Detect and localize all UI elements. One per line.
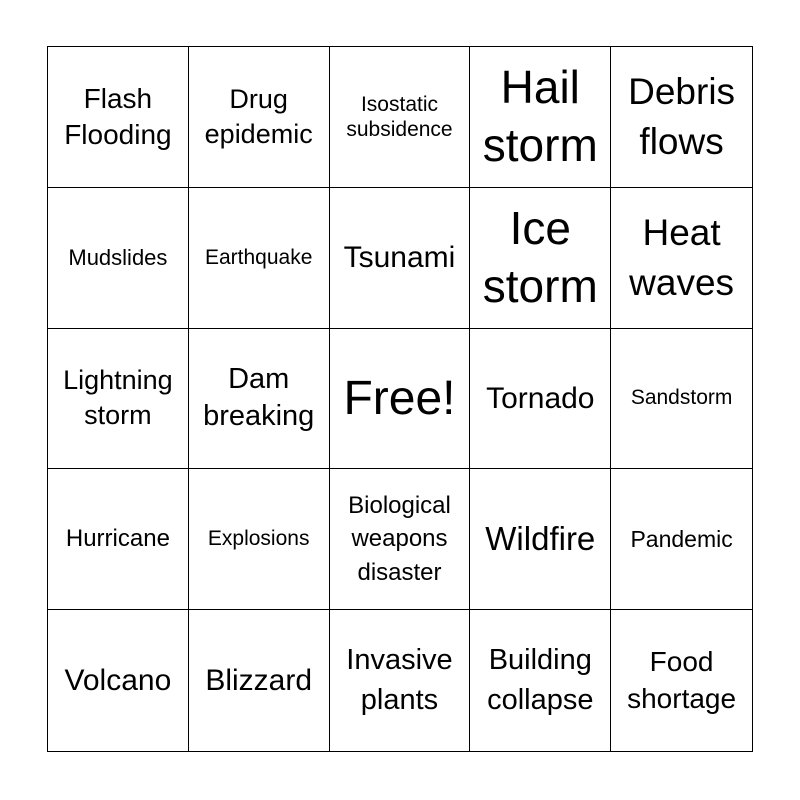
- bingo-cell[interactable]: [611, 469, 752, 610]
- cell-text: Tsunami: [343, 240, 456, 274]
- cell-text: Lightning storm: [63, 365, 173, 431]
- bingo-cell[interactable]: [48, 47, 189, 188]
- bingo-cell[interactable]: [48, 469, 189, 610]
- bingo-cell[interactable]: [611, 47, 752, 188]
- bingo-cell[interactable]: [330, 329, 471, 470]
- bingo-cell[interactable]: [189, 610, 330, 751]
- bingo-cell[interactable]: [189, 47, 330, 188]
- cell-text: Wildfire: [485, 520, 596, 558]
- bingo-cell[interactable]: [470, 47, 611, 188]
- bingo-board: [47, 46, 753, 752]
- bingo-cell[interactable]: [470, 469, 611, 610]
- bingo-cell[interactable]: [330, 188, 471, 329]
- cell-text: Food shortage: [627, 646, 737, 714]
- cell-text: Earthquake: [204, 245, 313, 269]
- cell-text: Volcano: [64, 663, 172, 697]
- bingo-cell[interactable]: [48, 188, 189, 329]
- cell-text: Drug epidemic: [204, 83, 313, 149]
- cell-text: Hail storm: [482, 61, 598, 171]
- cell-text: Hurricane: [65, 525, 170, 553]
- bingo-cell[interactable]: [189, 188, 330, 329]
- cell-text: Tornado: [486, 381, 595, 415]
- bingo-cell[interactable]: [189, 329, 330, 470]
- bingo-cell[interactable]: [48, 329, 189, 470]
- bingo-cell[interactable]: [330, 469, 471, 610]
- bingo-cell[interactable]: [189, 469, 330, 610]
- bingo-cell[interactable]: [470, 610, 611, 751]
- cell-text: Blizzard: [205, 663, 313, 697]
- cell-text: Dam breaking: [203, 362, 315, 433]
- cell-text: Sandstorm: [630, 386, 733, 410]
- bingo-cell[interactable]: [611, 610, 752, 751]
- cell-text: Pandemic: [630, 526, 733, 553]
- cell-text: Free!: [343, 371, 456, 425]
- bingo-cell[interactable]: [470, 188, 611, 329]
- bingo-cell[interactable]: [611, 329, 752, 470]
- bingo-cell[interactable]: [470, 329, 611, 470]
- cell-text: Isostatic subsidence: [346, 92, 453, 141]
- cell-text: Ice storm: [482, 202, 598, 312]
- bingo-cell[interactable]: [330, 610, 471, 751]
- cell-text: Biological weapons disaster: [348, 491, 451, 587]
- cell-text: Flash Flooding: [64, 82, 172, 150]
- cell-text: Mudslides: [68, 245, 168, 271]
- bingo-cell[interactable]: [330, 47, 471, 188]
- cell-text: Invasive plants: [346, 644, 453, 716]
- cell-text: Explosions: [207, 527, 310, 551]
- cell-text: Building collapse: [487, 644, 594, 716]
- bingo-cell[interactable]: [611, 188, 752, 329]
- bingo-cell[interactable]: [48, 610, 189, 751]
- cell-text: Debris flows: [628, 70, 736, 162]
- cell-text: Heat waves: [629, 211, 735, 303]
